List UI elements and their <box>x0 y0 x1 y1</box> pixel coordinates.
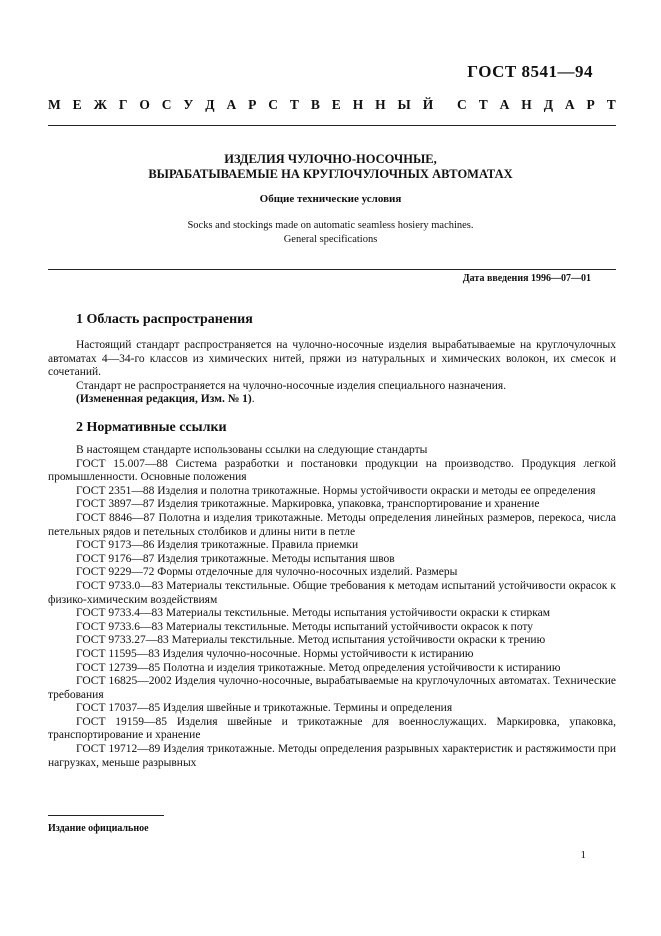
amendment-note: (Измененная редакция, Изм. № 1) <box>76 393 252 405</box>
english-title-line-2: General specifications <box>283 234 378 245</box>
heading-letter: В <box>310 97 320 112</box>
section-2-heading: 2 Нормативные ссылки <box>76 420 227 435</box>
title-line-2: ВЫРАБАТЫВАЕМЫЕ НА КРУГЛОЧУЛОЧНЫХ АВТОМАТАХ <box>148 167 513 181</box>
section-1-body <box>48 339 616 407</box>
title-line-1: ИЗДЕЛИЯ ЧУЛОЧНО-НОСОЧНЫЕ, <box>224 152 437 166</box>
reference-entry: ГОСТ 9733.0—83 Материалы текстильные. Общие требования к методам испытаний устойчивости окрасок к физико-химическим воздействиям <box>48 579 616 606</box>
reference-entry: ГОСТ 3897—87 Изделия трикотажные. Маркировка, упаковка, транспортирование и хранение <box>76 498 540 511</box>
heading-letter: Е <box>72 97 82 112</box>
heading-letter: Д <box>543 97 553 112</box>
heading-letter: Й <box>422 97 434 112</box>
interstate-standard-heading <box>48 97 616 113</box>
heading-letter: Ы <box>397 97 411 112</box>
heading-letter: С <box>268 97 279 112</box>
heading-letter: Н <box>375 97 386 112</box>
english-title-line-1: Socks and stockings made on automatic seamless hosiery machines. <box>187 220 474 231</box>
heading-letter: О <box>139 97 150 112</box>
reference-entry: ГОСТ 9733.27—83 Материалы текстильные. Метод испытания устойчивости окраски к трению <box>76 634 546 647</box>
section-1-amendment <box>48 393 616 407</box>
reference-entry: ГОСТ 11595—83 Изделия чулочно-носочные. Нормы устойчивости к истиранию <box>76 647 474 660</box>
reference-entry: ГОСТ 2351—88 Изделия и полотна трикотажные. Нормы устойчивости окраски и методы ее определения <box>76 484 596 497</box>
section-2-body <box>48 444 616 770</box>
reference-entry: ГОСТ 9733.4—83 Материалы текстильные. Методы испытания устойчивости окраски к стиркам <box>76 607 551 620</box>
page-number: 1 <box>580 849 586 861</box>
middle-rule <box>48 269 616 270</box>
section-1-heading: 1 Область распространения <box>76 312 253 327</box>
heading-letter: М <box>48 97 61 112</box>
introduction-date: Дата введения 1996—07—01 <box>462 273 591 284</box>
edition-label: Издание официальное <box>48 823 149 834</box>
reference-entry: ГОСТ 19712—89 Изделия трикотажные. Методы определения разрывных характеристик и растяжимости при нагрузках, меньше разрывных <box>48 743 616 769</box>
heading-letter: У <box>183 97 194 112</box>
top-rule <box>48 125 616 126</box>
heading-letter: Т <box>606 97 616 112</box>
reference-entry: ГОСТ 12739—85 Полотна и изделия трикотажные. Метод определения устойчивости к истиранию <box>76 661 561 674</box>
reference-entry: ГОСТ 9176—87 Изделия трикотажные. Методы испытания швов <box>76 552 395 565</box>
heading-letter: Т <box>478 97 488 112</box>
heading-letter: А <box>499 97 510 112</box>
document-subtitle: Общие технические условия <box>259 193 402 205</box>
heading-letter: С <box>161 97 172 112</box>
reference-entry: ГОСТ 9173—86 Изделия трикотажные. Правила приемки <box>76 539 359 552</box>
document-title <box>0 152 661 182</box>
reference-entry: ГОСТ 8846—87 Полотна и изделия трикотажные. Методы определения линейных размеров, перекоса, числа петельных рядов и петельных столбиков и длины нити в петле <box>48 511 616 538</box>
heading-letter: А <box>564 97 575 112</box>
reference-entry: ГОСТ 19159—85 Изделия швейные и трикотажные для военнослужащих. Маркировка, упаковка, транспортирование и хранение <box>48 715 616 742</box>
heading-letter: Н <box>352 97 364 112</box>
reference-entry: ГОСТ 16825—2002 Изделия чулочно-носочные, вырабатываемые на круглочулочных автоматах. Технические требования <box>48 675 616 701</box>
heading-letter: Е <box>331 97 341 112</box>
heading-letter: Н <box>521 97 532 112</box>
heading-letter: Г <box>118 97 128 112</box>
reference-entry: ГОСТ 17037—85 Изделия швейные и трикотажные. Термины и определения <box>76 702 453 715</box>
reference-entry: ГОСТ 15.007—88 Система разработки и постановки продукции на производство. Продукция легкой промышленности. Основные положения <box>48 457 616 484</box>
heading-letter: Т <box>289 97 299 112</box>
heading-letter: А <box>226 97 237 112</box>
reference-entry: ГОСТ 9229—72 Формы отделочные для чулочно-носочных изделий. Размеры <box>76 566 458 579</box>
english-title <box>0 219 661 247</box>
section-1-paragraph: Настоящий стандарт распространяется на чулочно-носочные изделия вырабатываемые на круглочулочных автоматах 4—34-го классов из химических нитей, пряжи из натуральных и химических волокон, их смесок и сочетаний. <box>48 339 616 378</box>
gost-number: ГОСТ 8541—94 <box>467 62 593 81</box>
reference-entry: ГОСТ 9733.6—83 Материалы текстильные. Методы испытаний устойчивости окрасок к поту <box>76 620 534 633</box>
section-1-paragraph: Стандарт не распространяется на чулочно-носочные изделия специального назначения. <box>76 379 507 392</box>
heading-letter: Р <box>586 97 595 112</box>
references-intro: В настоящем стандарте использованы ссылки на следующие стандарты <box>76 444 428 456</box>
heading-letter: Р <box>248 97 257 112</box>
bottom-rule <box>48 815 164 816</box>
heading-letter: Ж <box>93 97 107 112</box>
heading-letter: С <box>457 97 467 112</box>
amendment-period: . <box>251 393 255 405</box>
heading-letter: Д <box>205 97 215 112</box>
